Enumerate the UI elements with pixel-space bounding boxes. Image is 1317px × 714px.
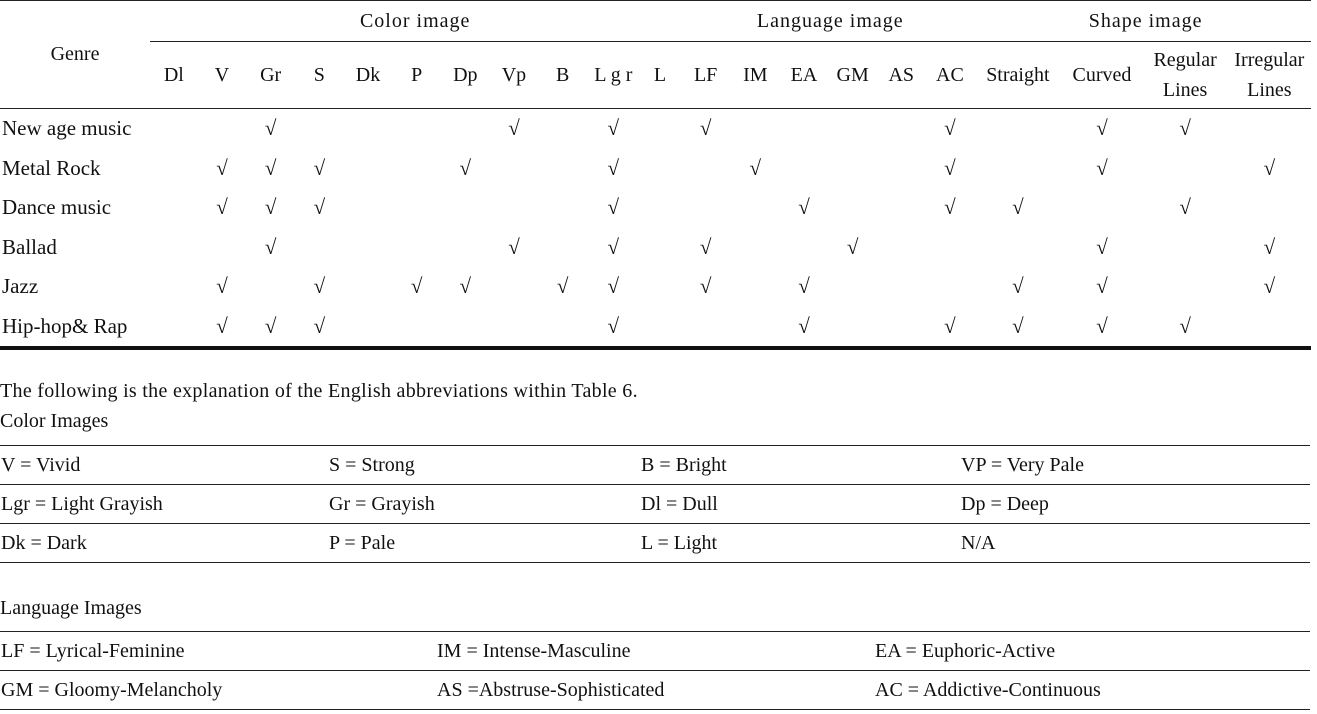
empty-cell [640,109,681,149]
table-row [0,446,1310,485]
col-header: EA [790,63,818,86]
check-mark: √ [1096,116,1108,141]
empty-cell [150,149,198,189]
empty-cell [1143,228,1228,268]
check-mark: √ [1179,116,1191,141]
genre-cell: Hip-hop& Rap [0,307,150,349]
col-header: L [653,63,667,86]
col-header: Gr [260,63,282,86]
abbr-cell: Lgr = Light Grayish [0,485,328,524]
check-mark: √ [313,155,326,180]
empty-cell [828,267,877,307]
col-header: AS [888,63,915,86]
empty-cell [877,109,926,149]
check-mark: √ [607,155,620,180]
empty-cell [441,188,490,228]
col-header: Vp [501,63,527,86]
check-mark: √ [1179,195,1191,220]
abbr-cell: VP = Very Pale [960,446,1310,485]
check-mark: √ [264,234,277,259]
empty-cell [538,228,587,268]
check-mark: √ [1012,195,1024,220]
empty-cell [344,228,393,268]
check-mark: √ [459,274,472,299]
check-mark: √ [846,234,859,259]
check-mark: √ [264,116,277,141]
check-mark: √ [216,195,228,220]
check-mark: √ [508,234,520,259]
color-abbreviation-table [0,445,1310,563]
table-row [0,228,1311,268]
check-mark: √ [780,307,829,349]
empty-cell [680,307,731,349]
empty-cell [731,267,780,307]
empty-cell [731,228,780,268]
empty-cell [640,228,681,268]
empty-cell [392,228,441,268]
genre-cell: Metal Rock [2,155,101,180]
empty-cell [392,149,441,189]
col-header: L g r [594,63,633,86]
col-header: IM [743,63,768,86]
empty-cell [731,188,780,228]
check-mark: √ [1096,274,1108,299]
check-mark: √ [198,307,247,349]
check-mark: √ [313,195,326,220]
check-mark: √ [1096,155,1108,180]
empty-cell [441,228,490,268]
empty-cell [828,188,877,228]
empty-cell [392,109,441,149]
empty-cell [1061,188,1142,228]
col-header: V [214,63,230,86]
empty-cell [828,109,877,149]
empty-cell [198,228,247,268]
abbr-cell: Dp = Deep [960,485,1310,524]
col-header: Dp [453,63,478,86]
abbr-cell: GM = Gloomy-Melancholy [0,671,436,710]
empty-cell [731,307,780,349]
color-images-title: Color Images [0,410,109,432]
empty-cell [680,149,731,189]
color-image-header: Color image [150,1,680,42]
check-mark: √ [1263,234,1276,259]
empty-cell [441,307,490,349]
check-mark: √ [556,274,569,299]
col-header: B [555,63,570,86]
check-mark: √ [607,195,620,220]
empty-cell [640,307,681,349]
col-header: Irregular Lines [1234,49,1305,101]
empty-cell [246,267,295,307]
abbr-cell: Gr = Grayish [328,485,640,524]
empty-cell [1143,267,1228,307]
language-images-title: Language Images [0,597,142,619]
empty-cell [344,267,393,307]
empty-cell [640,188,681,228]
table-row [0,109,1311,149]
check-mark: √ [1263,274,1276,299]
check-mark: √ [295,307,344,349]
empty-cell [1228,307,1311,349]
empty-cell [828,307,877,349]
check-mark: √ [216,274,228,299]
check-mark: √ [1012,274,1024,299]
table-row [0,671,1310,710]
empty-cell [150,267,198,307]
table-row [0,149,1311,189]
abbr-cell: V = Vivid [0,446,328,485]
genre-table-body [0,109,1311,349]
empty-cell [150,307,198,349]
table-row [0,307,1311,349]
abbr-cell: Dk = Dark [0,524,328,563]
empty-cell [490,267,539,307]
col-header: Dl [163,63,184,86]
abbr-cell: P = Pale [328,524,640,563]
genre-cell: Ballad [2,234,57,259]
table-row [0,524,1310,563]
check-mark: √ [313,274,326,299]
col-header: LF [693,63,718,86]
abbr-cell: S = Strong [328,446,640,485]
check-mark: √ [508,116,520,141]
abbr-cell: N/A [960,524,1310,563]
check-mark: √ [246,307,295,349]
genre-cell: Jazz [2,274,39,299]
abbr-cell: IM = Intense-Masculine [436,632,874,671]
table-row [0,267,1311,307]
empty-cell [877,228,926,268]
empty-cell [1228,188,1311,228]
empty-cell [344,307,393,349]
check-mark: √ [798,274,810,299]
abbr-cell: Dl = Dull [640,485,960,524]
check-mark: √ [1061,307,1142,349]
abbr-cell: L = Light [640,524,960,563]
empty-cell [295,109,344,149]
empty-cell [150,228,198,268]
check-mark: √ [699,274,712,299]
genre-header: Genre [0,1,150,109]
empty-cell [877,188,926,228]
empty-cell [392,188,441,228]
check-mark: √ [1143,307,1228,349]
empty-cell [1143,149,1228,189]
empty-cell [538,188,587,228]
abbr-cell: AS =Abstruse-Sophisticated [436,671,874,710]
check-mark: √ [798,195,810,220]
empty-cell [344,149,393,189]
check-mark: √ [944,116,956,141]
empty-cell [538,109,587,149]
table-row [0,485,1310,524]
check-mark: √ [410,274,423,299]
check-mark: √ [216,155,228,180]
check-mark: √ [264,195,277,220]
empty-cell [780,149,829,189]
check-mark: √ [607,234,620,259]
empty-cell [392,307,441,349]
col-header: AC [936,63,964,86]
check-mark: √ [607,116,620,141]
abbreviation-intro: The following is the explanation of the English abbreviations within Table 6. [0,380,638,402]
empty-cell [780,228,829,268]
empty-cell [974,228,1061,268]
empty-cell [344,188,393,228]
check-mark: √ [944,195,956,220]
empty-cell [926,267,975,307]
genre-cell: Dance music [2,195,112,220]
check-mark: √ [459,155,472,180]
empty-cell [780,109,829,149]
table-row [0,632,1310,671]
empty-cell [150,109,198,149]
col-header: P [411,63,423,86]
empty-cell [680,188,731,228]
check-mark: √ [926,307,975,349]
empty-cell [538,149,587,189]
abbr-cell: LF = Lyrical-Feminine [0,632,436,671]
empty-cell [1228,109,1311,149]
check-mark: √ [264,155,277,180]
check-mark: √ [974,307,1061,349]
empty-cell [974,149,1061,189]
empty-cell [877,267,926,307]
col-header: Curved [1072,63,1132,86]
empty-cell [295,228,344,268]
empty-cell [538,307,587,349]
abbr-cell: B = Bright [640,446,960,485]
empty-cell [640,267,681,307]
language-abbreviation-table [0,631,1310,710]
empty-cell [640,149,681,189]
col-header: S [313,63,325,86]
empty-cell [150,188,198,228]
empty-cell [490,188,539,228]
empty-cell [926,228,975,268]
abbr-cell: EA = Euphoric-Active [874,632,1310,671]
check-mark: √ [944,155,956,180]
genre-image-table [0,0,1311,350]
col-header: Dk [355,63,381,86]
check-mark: √ [607,274,620,299]
genre-cell: New age music [2,116,132,141]
check-mark: √ [699,116,712,141]
empty-cell [877,307,926,349]
check-mark: √ [749,155,762,180]
empty-cell [490,149,539,189]
abbr-cell: AC = Addictive-Continuous [874,671,1310,710]
check-mark: √ [699,234,712,259]
language-image-header: Language image [680,1,974,42]
empty-cell [731,109,780,149]
table-row [0,188,1311,228]
check-mark: √ [587,307,640,349]
empty-cell [198,109,247,149]
col-header: Straight [986,63,1050,86]
empty-cell [828,149,877,189]
check-mark: √ [1263,155,1276,180]
empty-cell [877,149,926,189]
col-header: Regular Lines [1153,49,1217,101]
empty-cell [344,109,393,149]
shape-image-header: Shape image [974,1,1311,42]
empty-cell [441,109,490,149]
col-header: GM [836,63,869,86]
empty-cell [490,307,539,349]
check-mark: √ [1096,234,1108,259]
empty-cell [974,109,1061,149]
